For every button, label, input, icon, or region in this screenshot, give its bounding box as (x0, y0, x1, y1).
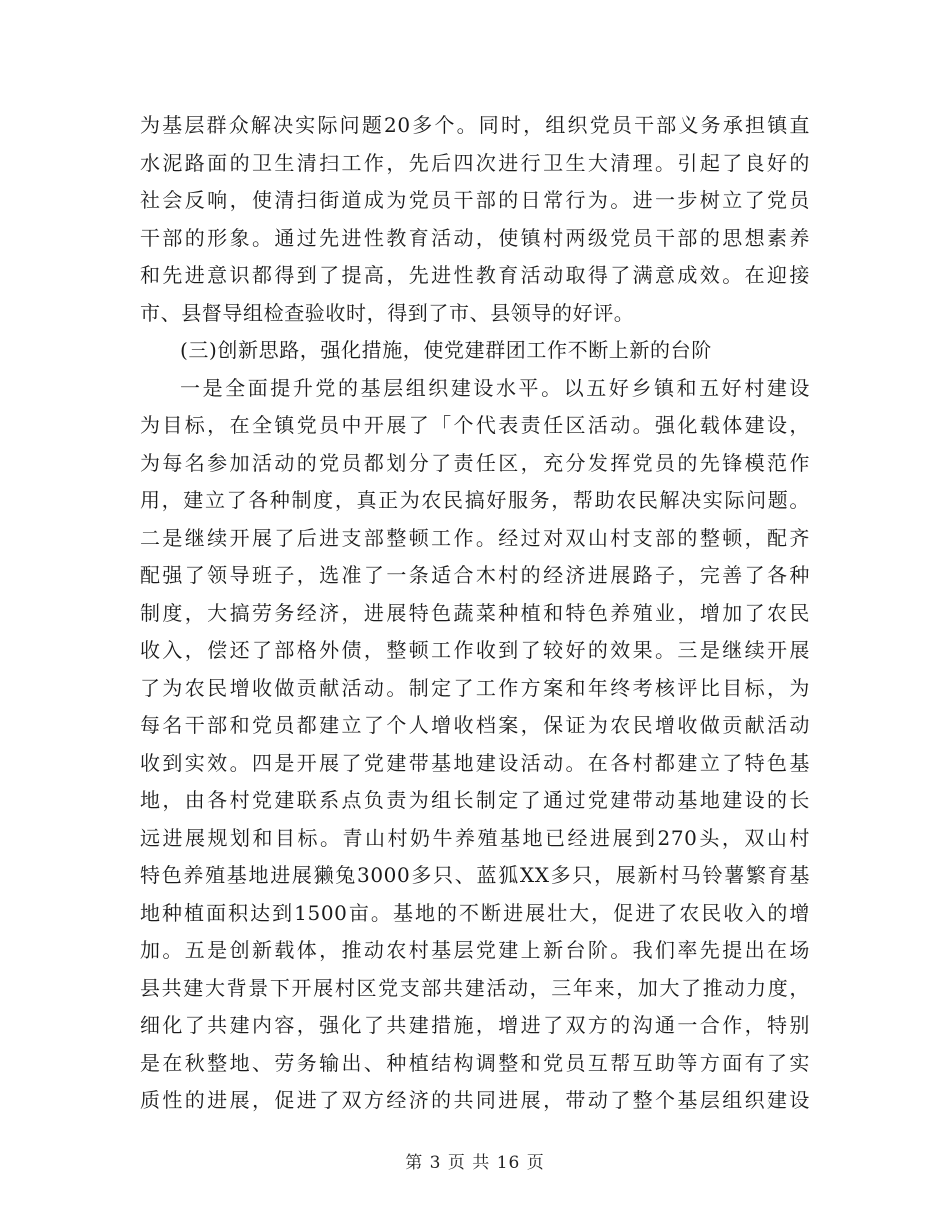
section-heading: (三)创新思路，强化措施，使党建群团工作不断上新的台阶 (180, 338, 712, 362)
text-line: 了为农民增收做贡献活动。制定了工作方案和年终考核评比目标，为 (140, 675, 810, 700)
text-line: 是在秋整地、劳务输出、种植结构调整和党员互帮互助等方面有了实 (140, 1050, 810, 1075)
text-line: 社会反响，使清扫街道成为党员干部的日常行为。进一步树立了党员 (140, 188, 810, 212)
text-line: 特色养殖基地进展獭兔3000多只、蓝狐XX多只，展新村马铃薯繁育基 (140, 863, 810, 887)
text-line: 细化了共建内容，强化了共建措施，增进了双方的沟通一合作，特别 (140, 1013, 810, 1037)
text-line: 用，建立了各种制度，真正为农民搞好服务，帮助农民解决实际问题。 (140, 488, 810, 512)
text-line: 市、县督导组检查验收时，得到了市、县领导的好评。 (140, 300, 635, 325)
text-line: 制度，大搞劳务经济，进展特色蔬菜种植和特色养殖业，增加了农民 (140, 600, 810, 625)
text-line: 每名干部和党员都建立了个人增收档案，保证为农民增收做贡献活动 (140, 713, 810, 737)
text-line: 配强了领导班子，选准了一条适合木村的经济进展路子，完善了各种 (140, 563, 810, 587)
text-line: 地种植面积达到1500亩。基地的不断进展壮大，促进了农民收入的增 (140, 900, 810, 925)
text-line: 为基层群众解决实际问题20多个。同时，组织党员干部义务承担镇直 (140, 113, 810, 137)
text-line: 远进展规划和目标。青山村奶牛养殖基地已经进展到270头，双山村 (140, 825, 810, 850)
body-text (140, 107, 810, 1120)
page-number-footer: 第 3 页 共 16 页 (405, 1153, 545, 1173)
text-line: 为每名参加活动的党员都划分了责任区，充分发挥党员的先锋模范作 (140, 450, 810, 475)
text-line: 一是全面提升党的基层组织建设水平。以五好乡镇和五好村建设 (180, 375, 810, 400)
text-line: 为目标，在全镇党员中开展了「个代表责任区活动。强化载体建设， (140, 413, 810, 437)
text-line: 县共建大背景下开展村区党支部共建活动，三年来，加大了推动力度， (140, 975, 810, 1000)
text-line: 加。五是创新载体，推动农村基层党建上新台阶。我们率先提出在场 (140, 938, 810, 962)
text-line: 收入，偿还了部格外债，整顿工作收到了较好的效果。三是继续开展 (140, 638, 810, 662)
text-line: 水泥路面的卫生清扫工作，先后四次进行卫生大清理。引起了良好的 (140, 150, 810, 175)
text-line: 和先进意识都得到了提高，先进性教育活动取得了满意成效。在迎接 (140, 263, 810, 287)
text-line: 质性的进展，促进了双方经济的共同进展，带动了整个基层组织建设 (140, 1088, 810, 1112)
text-line: 干部的形象。通过先进性教育活动，使镇村两级党员干部的思想素养 (140, 225, 810, 250)
text-line: 收到实效。四是开展了党建带基地建设活动。在各村都建立了特色基 (140, 750, 810, 775)
text-line: 地，由各村党建联系点负责为组长制定了通过党建带动基地建设的长 (140, 788, 810, 812)
text-line: 二是继续开展了后进支部整顿工作。经过对双山村支部的整顿，配齐 (140, 525, 810, 550)
